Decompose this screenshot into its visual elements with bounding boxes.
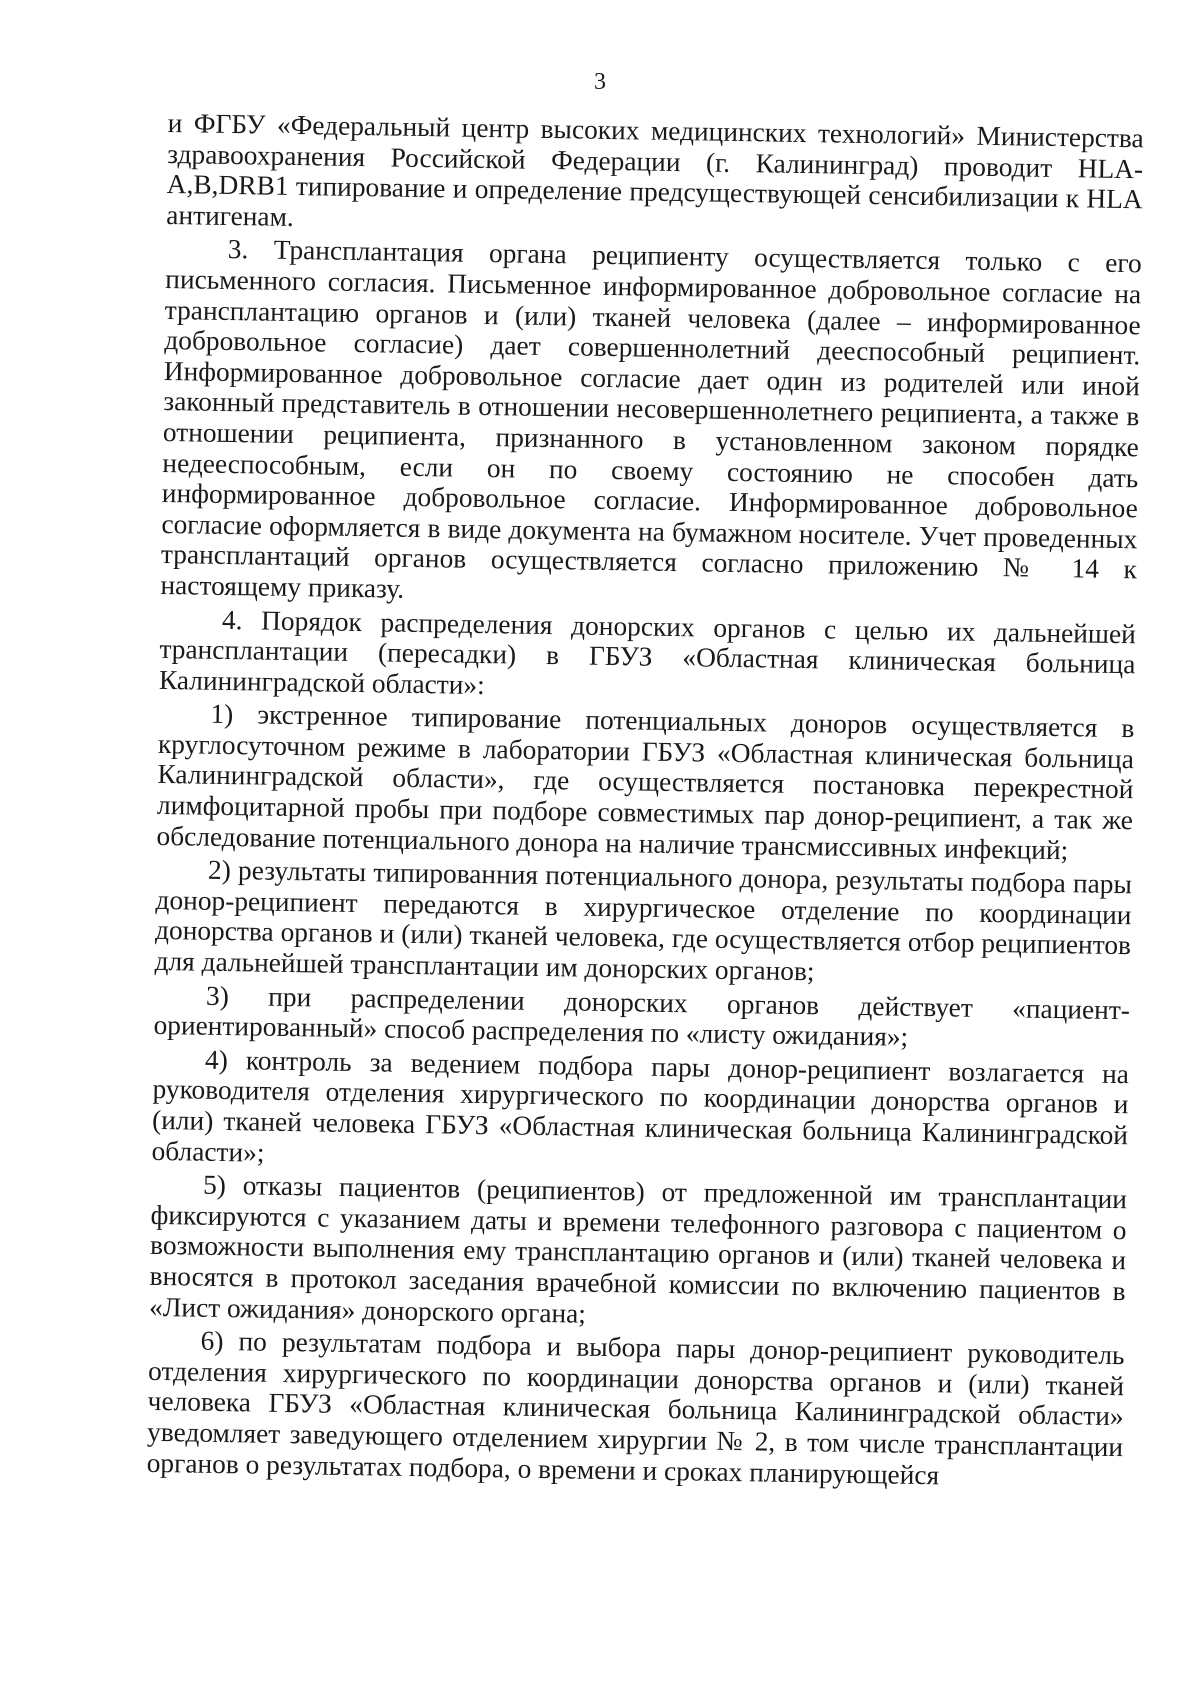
document-body bbox=[146, 108, 1143, 1496]
subitem-3-distribution: 3) при распределении донорских органов действует «пациент-ориентированный» способ распределения по «листу ожидания»; bbox=[153, 980, 1131, 1052]
subitem-6-notification: 6) по результатам подбора и выбора пары донор-реципиент руководитель отделения хирургического по координации донорства органов и (или) тканей человека ГБУЗ «Областная клиническая больница Калининградской области» уведомляет заведующего отделением хирургии № 2, в том числе трансплантации органов о результатах подбора, о времени и сроках планирующейся bbox=[146, 1325, 1125, 1490]
subitem-4-control: 4) контроль за ведением подбора пары донор-реципиент возлагается на руководителя отделения хирургического по координации донорства органов и (или) тканей человека ГБУЗ «Областная клиническая больница Калининградской области»; bbox=[151, 1044, 1130, 1168]
subitem-1-typing: 1) экстренное типирование потенциальных доноров осуществляется в круглосуточном режиме в лаборатории ГБУЗ «Областная клиническая больница Калининградской области», где осуществляется постановка перекрестной лимфоцитарной пробы при подборе совместимых пар донор-реципиент, а так же обследование потенциального донора на наличие трансмиссивных инфекций; bbox=[156, 699, 1135, 865]
paragraph-4-distribution-order: 4. Порядок распределения донорских органов с целью их дальнейшей трансплантации (пересадки) в ГБУЗ «Областная клиническая больница Калининградской области»: bbox=[158, 604, 1137, 700]
paragraph-3-consent: 3. Трансплантация органа реципиенту осуществляется только с его письменного согласия. Письменное информированное добровольное согласие на трансплантацию органов и (или) тканей человека (далее – информированное добровольное согласие) дает совершеннолетний дееспособный реципиент. Информированное добровольное согласие дает один из родителей или иной законный представитель в отношении несовершеннолетнего реципиента, а также в отношении реципиента, признанного в установленном законом порядке недееспособным, если он по своему состоянию не способен дать информированное добровольное согласие. Информированное добровольное согласие оформляется в виде документа на бумажном носителе. Учет проведенных трансплантаций органов осуществляется согласно приложению № 14 к настоящему приказу. bbox=[160, 234, 1142, 604]
page-number: 3 bbox=[594, 69, 606, 95]
subitem-2-results: 2) результаты типированния потенциального донора, результаты подбора пары донор-реципиент передаются в хирургическое отделение по координации донорства органов и (или) тканей человека, где осуществляется отбор реципиентов для дальнейшей трансплантации им донорских органов; bbox=[154, 854, 1133, 987]
paragraph-hla-typing: и ФГБУ «Федеральный центр высоких медицинских технологий» Министерства здравоохранения Российской Федерации (г. Калининград) проводит HLA-A,B,DRB1 типирование и определение предсуществующей сенсибилизации к HLA антигенам. bbox=[166, 108, 1144, 232]
subitem-5-refusals: 5) отказы пациентов (реципиентов) от предложенной им трансплантации фиксируются с указанием даты и времени телефонного разговора с пациентом о возможности выполнения ему трансплантацию органов и (или) тканей человека и вносятся в протокол заседания врачебной комиссии по включению пациентов в «Лист ожидания» донорского органа; bbox=[148, 1169, 1128, 1329]
